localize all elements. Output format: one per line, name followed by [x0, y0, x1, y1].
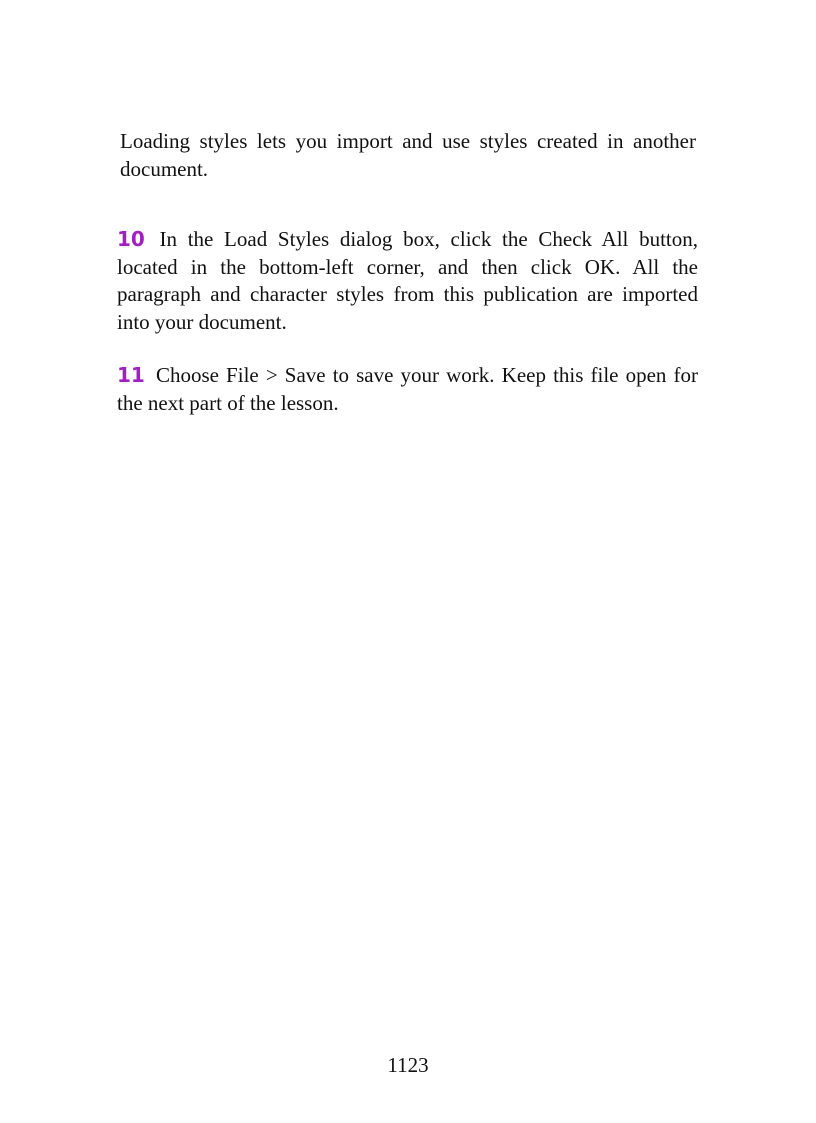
- step-10-paragraph: [117, 226, 698, 336]
- step-number: 10: [117, 227, 145, 251]
- step-text: In the Load Styles dialog box, click the Check All button, located in the bottom-left corner, and then click OK. All the paragraph and character styles from this publication are imported into your document.: [117, 227, 698, 334]
- step-number: 11: [117, 363, 145, 387]
- page-number: 1123: [387, 1053, 429, 1077]
- step-11-paragraph: [117, 362, 698, 417]
- intro-paragraph: Loading styles lets you import and use styles created in another document.: [120, 129, 696, 181]
- step-text: Choose File > Save to save your work. Keep this file open for the next part of the lesson.: [117, 363, 699, 415]
